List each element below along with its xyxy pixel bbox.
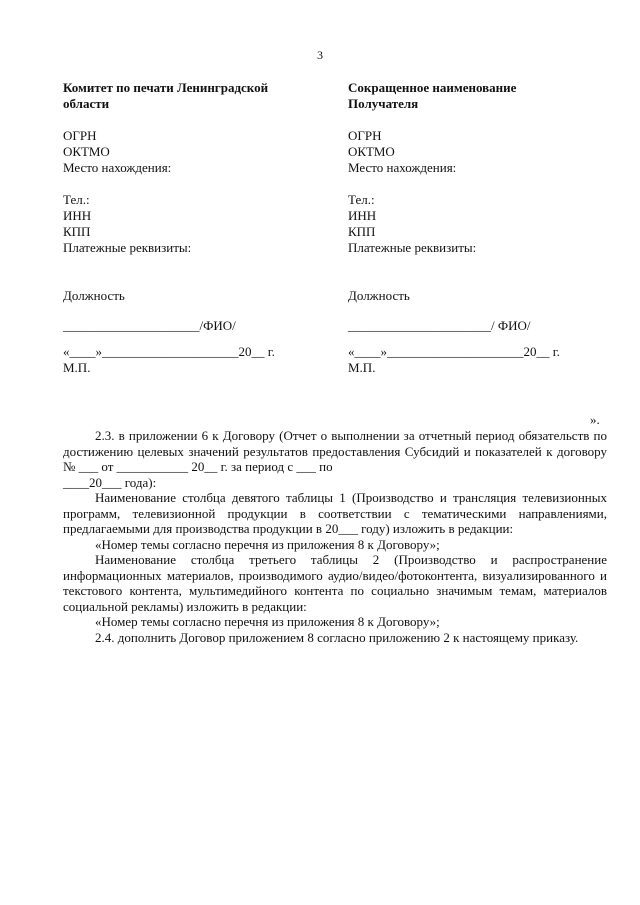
party-right-name-line2: Получателя [348,96,419,111]
party-right-block [348,80,588,376]
party-left-stamp-place: М.П. [63,360,91,375]
party-right-contacts [348,192,588,256]
party-right-signature-line: ______________________/ ФИО/ [348,318,531,333]
paragraph-2-4: 2.4. дополнить Договор приложением 8 согласно приложению 2 к настоящему приказу. [95,629,579,645]
party-left-position: Должность [63,288,125,303]
party-left-name [63,80,323,112]
party-right-name-line1: Сокращенное наименование [348,80,517,95]
party-right-kpp: КПП [348,224,376,239]
party-left-ogrn: ОГРН [63,128,97,143]
party-left-contacts [63,192,323,256]
party-right-tel: Тел.: [348,192,375,207]
party-right-stamp-place: М.П. [348,360,376,375]
party-left-name-line2: области [63,96,110,111]
party-left-kpp: КПП [63,224,91,239]
party-right-location: Место нахождения: [348,160,457,175]
party-left-name-line1: Комитет по печати Ленинградской [63,80,269,95]
party-right-registry [348,128,588,176]
paragraph-table1-new-name: «Номер темы согласно перечня из приложения 8 к Договору»; [95,536,440,552]
party-left-signature-line: _____________________/ФИО/ [63,318,236,333]
party-left-date-line: «____»_____________________20__ г. [63,344,275,359]
party-left-payment: Платежные реквизиты: [63,240,192,255]
party-left-block [63,80,323,376]
party-left-inn: ИНН [63,208,92,223]
party-left-registry [63,128,323,176]
party-left-location: Место нахождения: [63,160,172,175]
party-right-inn: ИНН [348,208,377,223]
party-left-tel: Тел.: [63,192,90,207]
party-right-position: Должность [348,288,410,303]
party-right-payment: Платежные реквизиты: [348,240,477,255]
amendment-text [63,428,607,645]
paragraph-table1-column: Наименование столбца девятого таблицы 1 (Производство и трансляция телевизионных программ, телевизионной продукции в соответствии с тематическими направлениями, предлагаемыми для производства продукции в 20___ году) изложить в редакции: [63,490,607,536]
page-number: 3 [317,48,323,62]
paragraph-table2-new-name: «Номер темы согласно перечня из приложения 8 к Договору»; [95,614,440,629]
paragraph-2-3-continuation: ____20___ года): [63,474,157,490]
closing-quote: ». [590,412,600,427]
party-left-oktmo: ОКТМО [63,144,110,159]
party-right-name [348,80,588,112]
paragraph-2-3: 2.3. в приложении 6 к Договору (Отчет о выполнении за отчетный период обязательств по достижению целевых значений результатов предоставления Субсидий и показателей к договору № ___ от ___________ 20__ г. за период с ___ по [63,428,607,474]
paragraph-table2-column: Наименование столбца третьего таблицы 2 (Производство и распространение информационных материалов, производимого аудио/видео/фотоконтента, визуализированного и текстового контента, мультимедийного контента по социально значимым темам, материалов социальной рекламы) изложить в редакции: [63,552,607,614]
party-right-oktmo: ОКТМО [348,144,395,159]
party-right-ogrn: ОГРН [348,128,382,143]
party-right-date-line: «____»_____________________20__ г. [348,344,560,359]
